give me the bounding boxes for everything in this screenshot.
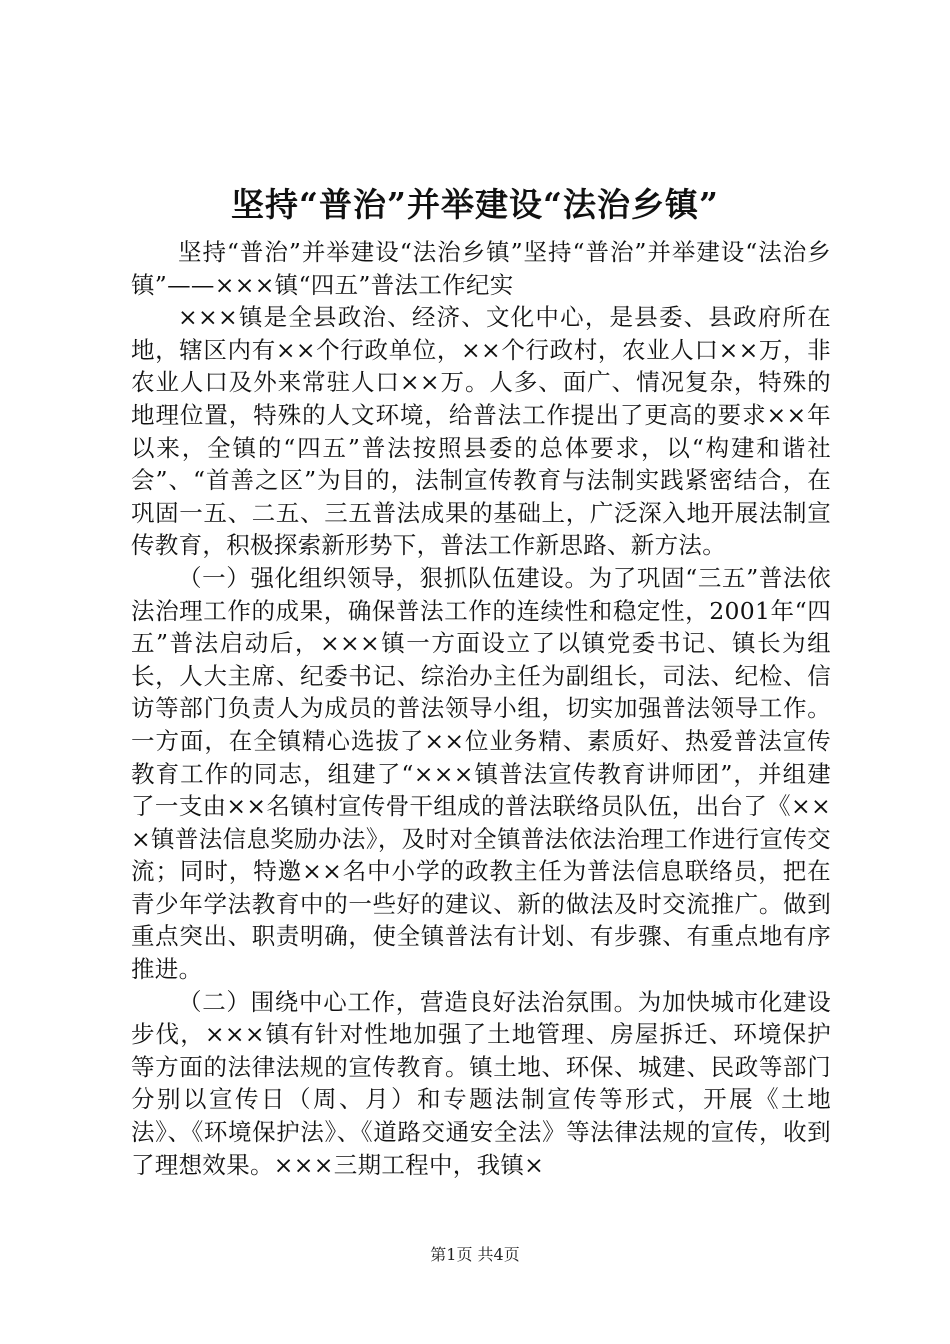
paragraph-overview: ×××镇是全县政治、经济、文化中心，是县委、县政府所在地，辖区内有××个行政单位，××个行政村，农业人口××万，非农业人口及外来常驻人口××万。人多、面广、情况复杂，特殊的地理位置，特殊的人文环境，给普法工作提出了更高的要求××年以来，全镇的“四五”普法按照县委的总体要求，以“构建和谐社会”、“首善之区”为目的，法制宣传教育与法制实践紧密结合，在巩固一五、二五、三五普法成果的基础上，广泛深入地开展法制宣传教育，积极探索新形势下，普法工作新思路、新方法。: [131, 303, 831, 560]
paragraph-intro: 坚持“普治”并举建设“法治乡镇”坚持“普治”并举建设“法治乡镇”——×××镇“四五”普法工作纪实: [131, 238, 831, 299]
document-body: [131, 236, 831, 1181]
paragraph-section-two: （二）围绕中心工作，营造良好法治氛围。为加快城市化建设步伐，×××镇有针对性地加强了土地管理、房屋拆迁、环境保护等方面的法律法规的宣传教育。镇土地、环保、城建、民政等部门分别以宣传日（周、月）和专题法制宣传等形式，开展《土地法》、《环境保护法》、《道路交通安全法》等法律法规的宣传，收到了理想效果。×××三期工程中，我镇×: [131, 987, 831, 1179]
paragraph-section-one: （一）强化组织领导，狠抓队伍建设。为了巩固“三五”普法依法治理工作的成果，确保普法工作的连续性和稳定性，2001年“四五”普法启动后，×××镇一方面设立了以镇党委书记、镇长为组长，人大主席、纪委书记、综治办主任为副组长，司法、纪检、信访等部门负责人为成员的普法领导小组，切实加强普法领导工作。一方面，在全镇精心选拔了××位业务精、素质好、热爱普法宣传教育工作的同志，组建了“×××镇普法宣传教育讲师团”，并组建了一支由××名镇村宣传骨干组成的普法联络员队伍，出台了《×××镇普法信息奖励办法》，及时对全镇普法依法治理工作进行宣传交流；同时，特邀××名中小学的政教主任为普法信息联络员，把在青少年学法教育中的一些好的建议、新的做法及时交流推广。做到重点突出、职责明确，使全镇普法有计划、有步骤、有重点地有序推进。: [131, 563, 831, 984]
document-title: 坚持“普治”并举建设“法治乡镇”: [231, 185, 719, 224]
page-number-footer: 第1页 共4页: [430, 1245, 520, 1264]
